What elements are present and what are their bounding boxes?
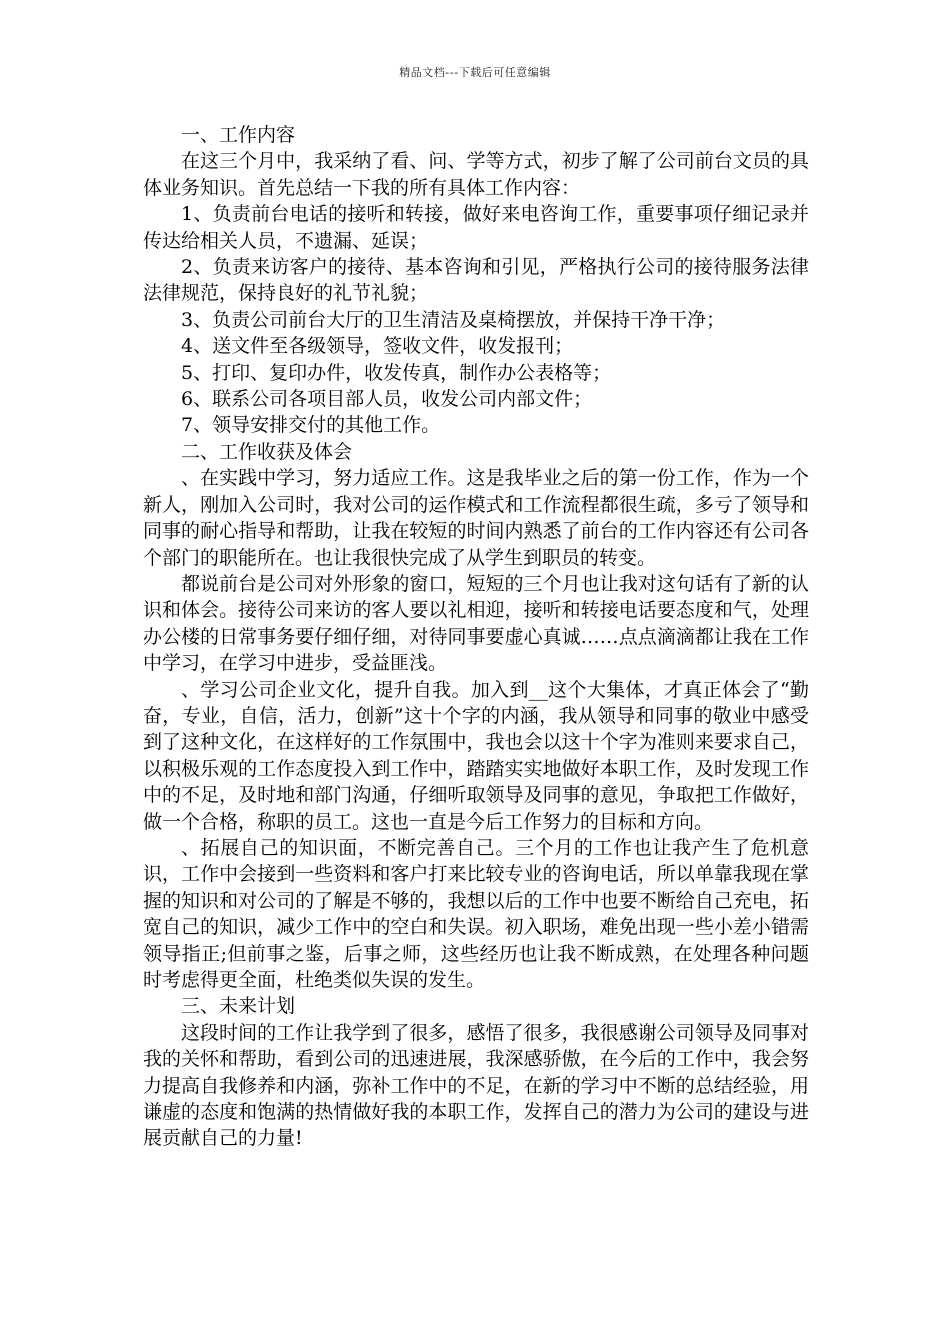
section-heading-work-content: 一、工作内容	[181, 124, 296, 146]
paragraph: 、拓展自己的知识面，不断完善自己。三个月的工作也让我产生了危机意识，工作中会接到一些资料和客户打来比较专业的咨询电话，所以单靠我现在掌握的知识和对公司的了解是不够的，我想以后的工作中也要不断给自己充电，拓宽自己的知识，减少工作中的空白和失误。初入职场，难免出现一些小差小错需领导指正;但前事之鉴，后事之师，这些经历也让我不断成熟，在处理各种问题时考虑得更全面，杜绝类似失误的发生。	[143, 836, 809, 991]
paragraph-intro: 在这三个月中，我采纳了看、问、学等方式，初步了解了公司前台文员的具体业务知识。首先总结一下我的所有具体工作内容：	[143, 150, 809, 199]
list-item: 4、送文件至各级领导，签收文件，收发报刊；	[181, 335, 574, 358]
paragraph: 、在实践中学习，努力适应工作。这是我毕业之后的第一份工作，作为一个新人，刚加入公司时，我对公司的运作模式和工作流程都很生疏，多亏了领导和同事的耐心指导和帮助，让我在较短的时间内熟悉了前台的工作内容还有公司各个部门的职能所在。也让我很快完成了从学生到职员的转变。	[143, 467, 809, 569]
list-item: 1、负责前台电话的接听和转接，做好来电咨询工作，重要事项仔细记录并传达给相关人员，不遗漏、延误；	[143, 203, 809, 252]
section-heading-gains: 二、工作收获及体会	[181, 440, 353, 463]
paragraph: 、学习公司企业文化，提升自我。加入到__这个大集体，才真正体会了“勤奋，专业，自信，活力，创新”这十个字的内涵，我从领导和同事的敬业中感受到了这种文化，在这样好的工作氛围中，我也会以这十个字为准则来要求自己，以积极乐观的工作态度投入到工作中，踏踏实实地做好本职工作，及时发现工作中的不足，及时地和部门沟通，仔细听取领导及同事的意见，争取把工作做好，做一个合格，称职的员工。这也一直是今后工作努力的目标和方向。	[143, 678, 809, 833]
document-body	[143, 122, 809, 1152]
list-item: 5、打印、复印办件，收发传真，制作办公表格等；	[181, 361, 612, 384]
paragraph: 这段时间的工作让我学到了很多，感悟了很多，我很感谢公司领导及同事对我的关怀和帮助，看到公司的迅速进展，我深感骄傲，在今后的工作中，我会努力提高自我修养和内涵，弥补工作中的不足，在新的学习中不断的总结经验，用谦虚的态度和饱满的热情做好我的本职工作，发挥自己的潜力为公司的建设与进展贡献自己的力量!	[143, 1021, 809, 1150]
list-item: 7、领导安排交付的其他工作。	[181, 414, 441, 437]
page-header: 精品文档---下载后可任意编辑	[399, 66, 551, 79]
list-item: 2、负责来访客户的接待、基本咨询和引见，严格执行公司的接待服务法律法律规范，保持良好的礼节礼貌；	[143, 256, 809, 305]
paragraph: 都说前台是公司对外形象的窗口，短短的三个月也让我对这句话有了新的认识和体会。接待公司来访的客人要以礼相迎，接听和转接电话要态度和气，处理办公楼的日常事务要仔细仔细，对待同事要虚心真诚……点点滴滴都让我在工作中学习，在学习中进步，受益匪浅。	[143, 572, 809, 675]
section-heading-future-plan: 三、未来计划	[181, 995, 296, 1018]
list-item: 6、联系公司各项目部人员，收发公司内部文件；	[181, 388, 593, 411]
list-item: 3、负责公司前台大厅的卫生清洁及桌椅摆放，并保持干净干净；	[181, 308, 726, 331]
